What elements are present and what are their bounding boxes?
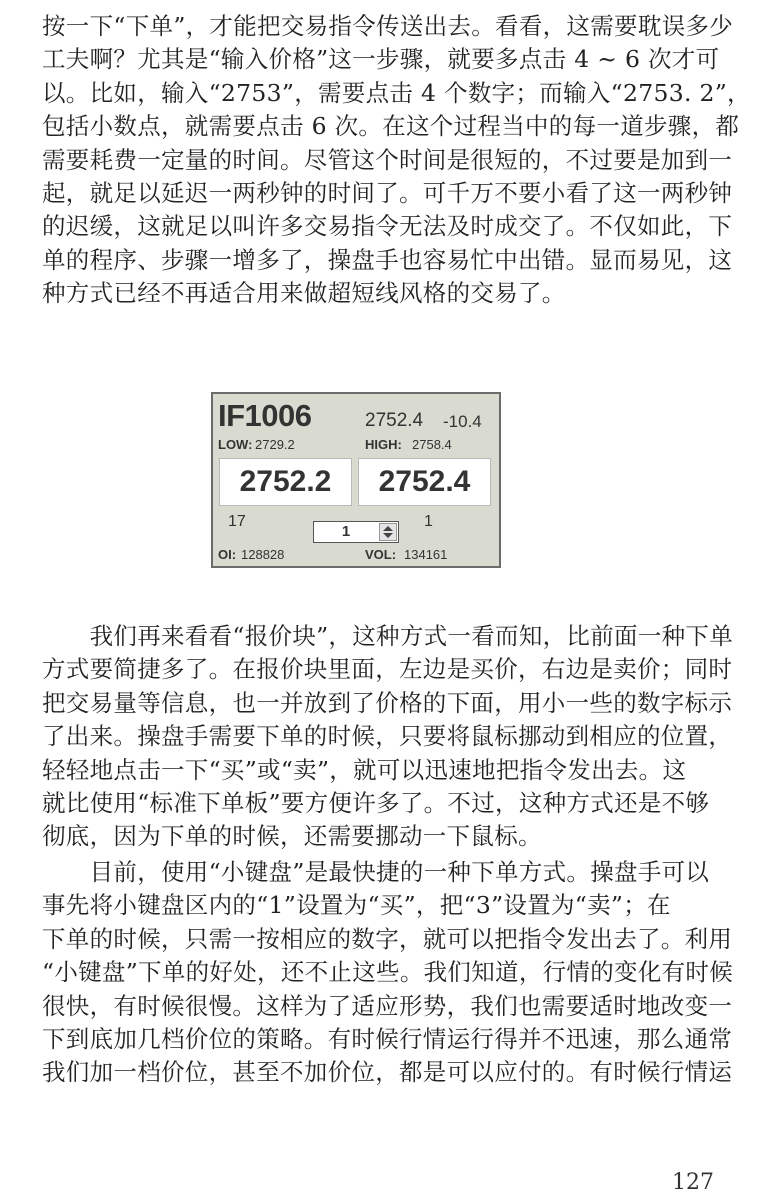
text-line: 包括小数点，就需要点击 6 次。在这个过程当中的每一道步骤，都 xyxy=(42,112,740,141)
volume-label: VOL: xyxy=(365,547,397,562)
text-line: 事先将小键盘区内的“1”设置为“买”，把“3”设置为“卖”；在 xyxy=(42,891,671,920)
quantity-stepper[interactable] xyxy=(313,521,399,543)
text-line: 下单的时候，只需一按相应的数字，就可以把指令发出去了。利用 xyxy=(42,924,733,953)
text-line: 以。比如，输入“2753”，需要点击 4 个数字；而输入“2753. 2”， xyxy=(42,78,751,107)
text-line: 就比使用“标准下单板”要方便许多了。不过，这种方式还是不够 xyxy=(42,789,710,818)
high-label: HIGH: xyxy=(365,437,402,452)
text-line: 我们再来看看“报价块”，这种方式一看而知，比前面一种下单 xyxy=(42,622,734,650)
last-price: 2752.4 xyxy=(365,410,424,431)
quote-footer xyxy=(213,545,499,565)
ask-price-button[interactable]: 2752.4 xyxy=(358,458,491,506)
text-line: 下到底加几档价位的策略。有时候行情运行得并不迅速，那么通常 xyxy=(42,1025,733,1054)
text-line: 目前，使用“小键盘”是最快捷的一种下单方式。操盘手可以 xyxy=(42,858,710,886)
text-line: 轻轻地点击一下“买”或“卖”，就可以迅速地把指令发出去。这 xyxy=(42,755,687,784)
paragraph-2 xyxy=(42,620,734,854)
text-line: 起，就足以延迟一两秒钟的时间了。可千万不要小看了这一两秒钟 xyxy=(42,179,733,208)
text-line: 工夫啊？尤其是“输入价格”这一步骤，就要多点击 4 ~ 6 次才可 xyxy=(42,45,720,74)
text-line: 彻底，因为下单的时候，还需要挪动一下鼠标。 xyxy=(42,822,542,851)
text-line: 种方式已经不再适合用来做超短线风格的交易了。 xyxy=(42,279,566,308)
bid-price-button[interactable]: 2752.2 xyxy=(219,458,352,506)
open-interest-label: OI: xyxy=(218,547,237,562)
quote-header xyxy=(213,394,499,434)
text-line: 方式要简捷多了。在报价块里面，左边是买价，右边是卖价；同时 xyxy=(42,655,733,684)
low-label: LOW: xyxy=(218,437,253,452)
quote-block-widget xyxy=(211,392,501,568)
page-number: 127 xyxy=(672,1170,714,1195)
text-line: 把交易量等信息，也一并放到了价格的下面，用小一些的数字标示 xyxy=(42,688,733,717)
open-interest-value: 128828 xyxy=(241,547,285,562)
ask-volume: 1 xyxy=(424,513,433,530)
text-line: 的迟缓，这就足以叫许多交易指令无法及时成交了。不仅如此，下 xyxy=(42,212,733,241)
volume-value: 134161 xyxy=(404,547,448,562)
text-line: 很快，有时候很慢。这样为了适应形势，我们也需要适时地改变一 xyxy=(42,991,733,1020)
paragraph-3 xyxy=(42,856,734,1090)
text-line: 单的程序、步骤一增多了，操盘手也容易忙中出错。显而易见，这 xyxy=(42,245,733,274)
price-range-row xyxy=(213,434,499,454)
contract-symbol: IF1006 xyxy=(218,398,312,433)
text-line: 按一下“下单”，才能把交易指令传送出去。看看，这需要耽误多少 xyxy=(42,12,734,40)
text-line: 我们加一档价位，甚至不加价位，都是可以应付的。有时候行情运 xyxy=(42,1058,733,1087)
arrow-down-icon[interactable] xyxy=(383,533,393,538)
high-value: 2758.4 xyxy=(412,437,452,452)
price-change: -10.4 xyxy=(443,412,482,431)
spin-arrows[interactable] xyxy=(379,523,397,541)
text-line: 了出来。操盘手需要下单的时候，只要将鼠标挪动到相应的位置， xyxy=(42,722,733,751)
low-value: 2729.2 xyxy=(255,437,295,452)
arrow-up-icon[interactable] xyxy=(383,526,393,531)
text-line: “小键盘”下单的好处，还不止这些。我们知道，行情的变化有时候 xyxy=(42,958,734,987)
text-line: 需要耗费一定量的时间。尽管这个时间是很短的，不过要是加到一 xyxy=(42,145,733,174)
bid-volume: 17 xyxy=(228,513,246,530)
paragraph-1 xyxy=(42,10,751,311)
quantity-value[interactable]: 1 xyxy=(341,523,351,540)
